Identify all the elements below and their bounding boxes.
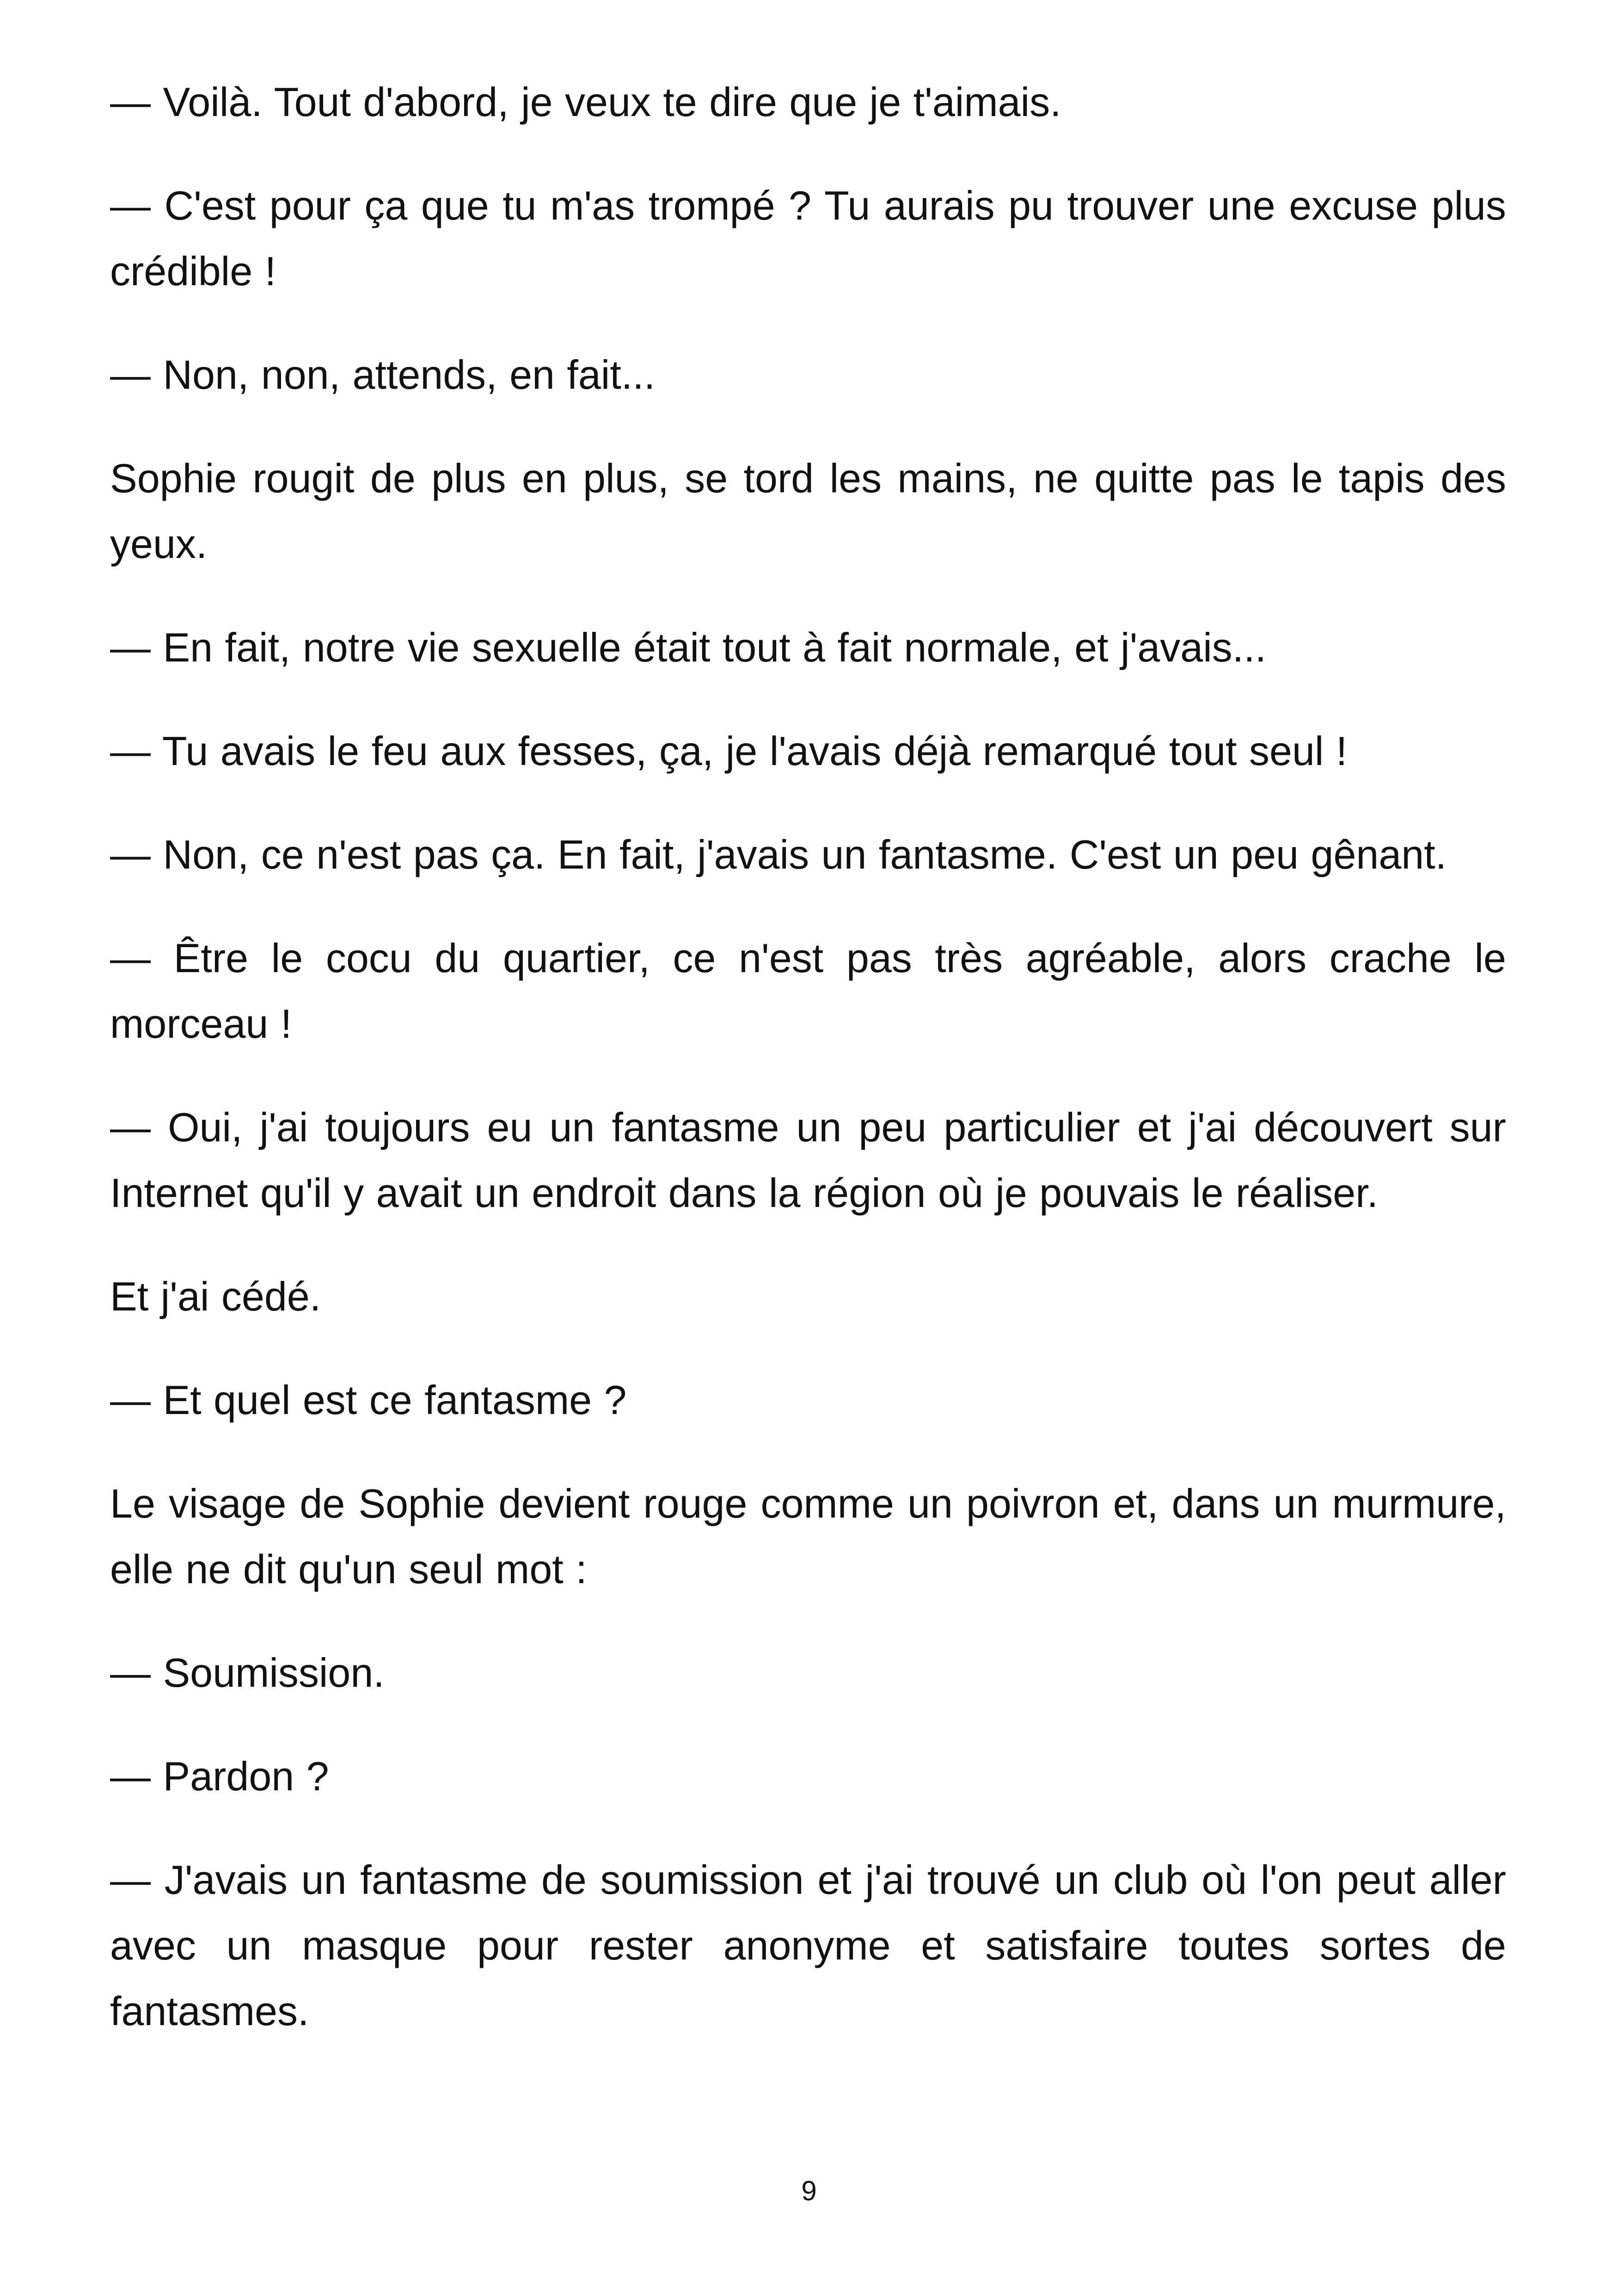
paragraph: — C'est pour ça que tu m'as trompé ? Tu aurais pu trouver une excuse plus crédible ! <box>110 183 1506 294</box>
paragraph: — J'avais un fantasme de soumission et j'ai trouvé un club où l'on peut aller avec un masque pour rester anonyme et satisfaire toutes sortes de fantasmes. <box>110 1857 1506 2034</box>
paragraph: — Soumission. <box>110 1650 385 1696</box>
paragraph: — En fait, notre vie sexuelle était tout à fait normale, et j'avais... <box>110 625 1267 670</box>
paragraph: — Non, non, attends, en fait... <box>110 352 656 398</box>
paragraph: — Être le cocu du quartier, ce n'est pas très agréable, alors crache le morceau ! <box>110 935 1506 1047</box>
paragraph: — Tu avais le feu aux fesses, ça, je l'avais déjà remarqué tout seul ! <box>110 728 1348 774</box>
paragraph: — Voilà. Tout d'abord, je veux te dire que je t'aimais. <box>110 79 1061 125</box>
paragraph: — Oui, j'ai toujours eu un fantasme un peu particulier et j'ai découvert sur Internet qu'il y avait un endroit dans la région où je pouvais le réaliser. <box>110 1104 1506 1216</box>
paragraph: — Et quel est ce fantasme ? <box>110 1377 627 1423</box>
paragraph: — Pardon ? <box>110 1753 329 1799</box>
paragraph: — Non, ce n'est pas ça. En fait, j'avais un fantasme. C'est un peu gênant. <box>110 832 1447 877</box>
paragraph: Et j'ai cédé. <box>110 1274 321 1319</box>
paragraph: Le visage de Sophie devient rouge comme un poivron et, dans un murmure, elle ne dit qu'un seul mot : <box>110 1481 1506 1592</box>
paragraph: Sophie rougit de plus en plus, se tord les mains, ne quitte pas le tapis des yeux. <box>110 455 1506 567</box>
text-body <box>110 69 1506 2082</box>
page-number: 9 <box>801 2175 817 2206</box>
